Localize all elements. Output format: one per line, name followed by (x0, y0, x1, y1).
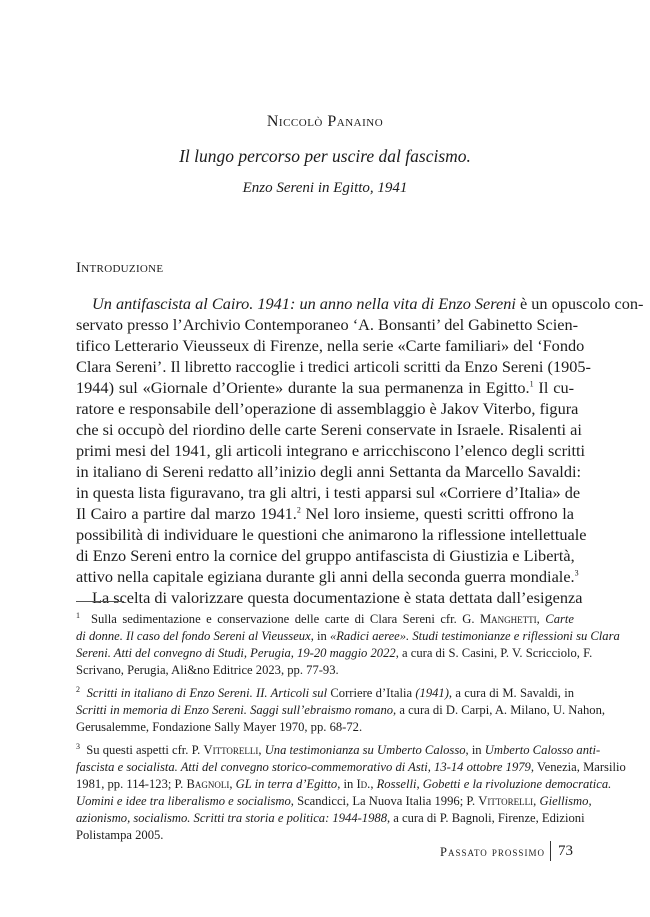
footnote-line: 1981, pp. 114-123; P. Bagnoli, GL in terra d’Egitto, in Id., Rosselli, Gobetti e la rivoluzione democratica. (76, 777, 612, 791)
footnote-line: Sereni. Atti del convegno di Studi, Perugia, 19-20 maggio 2022, a cura di S. Casini, P. V. Scricciolo, F. (76, 646, 593, 660)
footnote-line: fascista e socialista. Atti del convegno storico-commemorativo di Asti, 13-14 ottobre 1979, Venezia, Marsilio (76, 760, 626, 774)
body-line: che si occupò del riordino delle carte Sereni conservate in Israele. Risalenti ai (76, 420, 582, 439)
body-line: attivo nella capitale egiziana durante gli anni della seconda guerra mondiale.$^3$ (76, 567, 579, 586)
footnote-ref[interactable]: 2 (296, 505, 301, 515)
body-line: Il Cairo a partire dal marzo 1941.$^2$ Nel loro insieme, questi scritti offrono la (76, 504, 574, 523)
body-line: Clara Sereni’. Il libretto raccoglie i tredici articoli scritti da Enzo Sereni (1905- (76, 357, 591, 376)
footnote-line: $^2$ Scritti in italiano di Enzo Sereni. II. Articoli sul Corriere d’Italia (1941), a cura di M. Savaldi, in (76, 684, 575, 700)
body-line: Un antifascista al Cairo. 1941: un anno nella vita di Enzo Sereni è un opuscolo con- (92, 294, 644, 313)
body-line: servato presso l’Archivio Contemporaneo ‘A. Bonsanti’ del Gabinetto Scien- (76, 315, 579, 334)
footnote-line: Scritti in memoria di Enzo Sereni. Saggi sull’ebraismo romano, a cura di D. Carpi, A. Milano, U. Nahon, (76, 703, 606, 717)
body-line: La scelta di valorizzare questa documentazione è stata dettata dall’esigenza (92, 588, 583, 607)
author-name: Niccolò Panaino (266, 113, 384, 130)
article-subtitle: Enzo Sereni in Egitto, 1941 (242, 180, 408, 196)
footnote-line: Scrivano, Perugia, Ali&no Editrice 2023, pp. 77-93. (76, 663, 339, 677)
footnote-ref[interactable]: 1 (529, 379, 534, 389)
footnote-number: 2 (76, 684, 80, 694)
running-title: Passato prossimo (440, 845, 545, 859)
footnote-ref[interactable]: 3 (574, 568, 579, 578)
body-line: ratore e responsabile dell’operazione di assemblaggio è Jakov Viterbo, figura (76, 399, 579, 418)
footnote-divider (76, 601, 124, 602)
body-line: in italiano di Sereni redatto all’inizio degli anni Settanta da Marcello Savaldi: (76, 462, 582, 481)
footnote-line: di donne. Il caso del fondo Sereni al Vieusseux, in «Radici aeree». Studi testimonianze e riflessioni su Clara (76, 629, 620, 643)
body-line: primi mesi del 1941, gli articoli integrano e arricchiscono l’elenco degli scritti (76, 441, 586, 460)
body-line: di Enzo Sereni entro la cornice del gruppo antifascista di Giustizia e Libertà, (76, 546, 575, 565)
page-number: 73 (558, 843, 573, 859)
section-heading: Introduzione (76, 260, 164, 276)
footnote-line: Gerusalemme, Fondazione Sally Mayer 1970, pp. 68-72. (76, 720, 363, 734)
article-title: Il lungo percorso per uscire dal fascismo. (179, 146, 471, 166)
body-line: possibilità di individuare le questioni che animarono la riflessione intellettuale (76, 525, 587, 544)
footnote-number: 3 (76, 741, 80, 751)
footnote-line: azionismo, socialismo. Scritti tra storia e politica: 1944-1988, a cura di P. Bagnoli, Firenze, Edizioni (76, 811, 585, 825)
footnote-line: $^3$ Su questi aspetti cfr. P. Vittorelli, Una testimonianza su Umberto Calosso, in Umberto Calosso anti- (76, 741, 601, 757)
footer-separator (550, 841, 551, 861)
footnote-number: 1 (76, 610, 80, 620)
body-line: tifico Letterario Vieusseux di Firenze, nella serie «Carte familiari» del ‘Fondo (76, 336, 585, 355)
footnote-line: $^1$ Sulla sedimentazione e conservazione delle carte di Clara Sereni cfr. G. Manghetti, Carte (76, 610, 574, 626)
footnote-line: Polistampa 2005. (76, 828, 164, 842)
body-line: in questa lista figuravano, tra gli altri, i testi apparsi sul «Corriere d’Italia» de (76, 483, 581, 502)
body-line: 1944) sul «Giornale d’Oriente» durante la sua permanenza in Egitto.$^1$ Il cu- (76, 378, 575, 397)
footnote-line: Uomini e idee tra liberalismo e socialismo, Scandicci, La Nuova Italia 1996; P. Vittorelli, Giellismo, (76, 794, 592, 808)
